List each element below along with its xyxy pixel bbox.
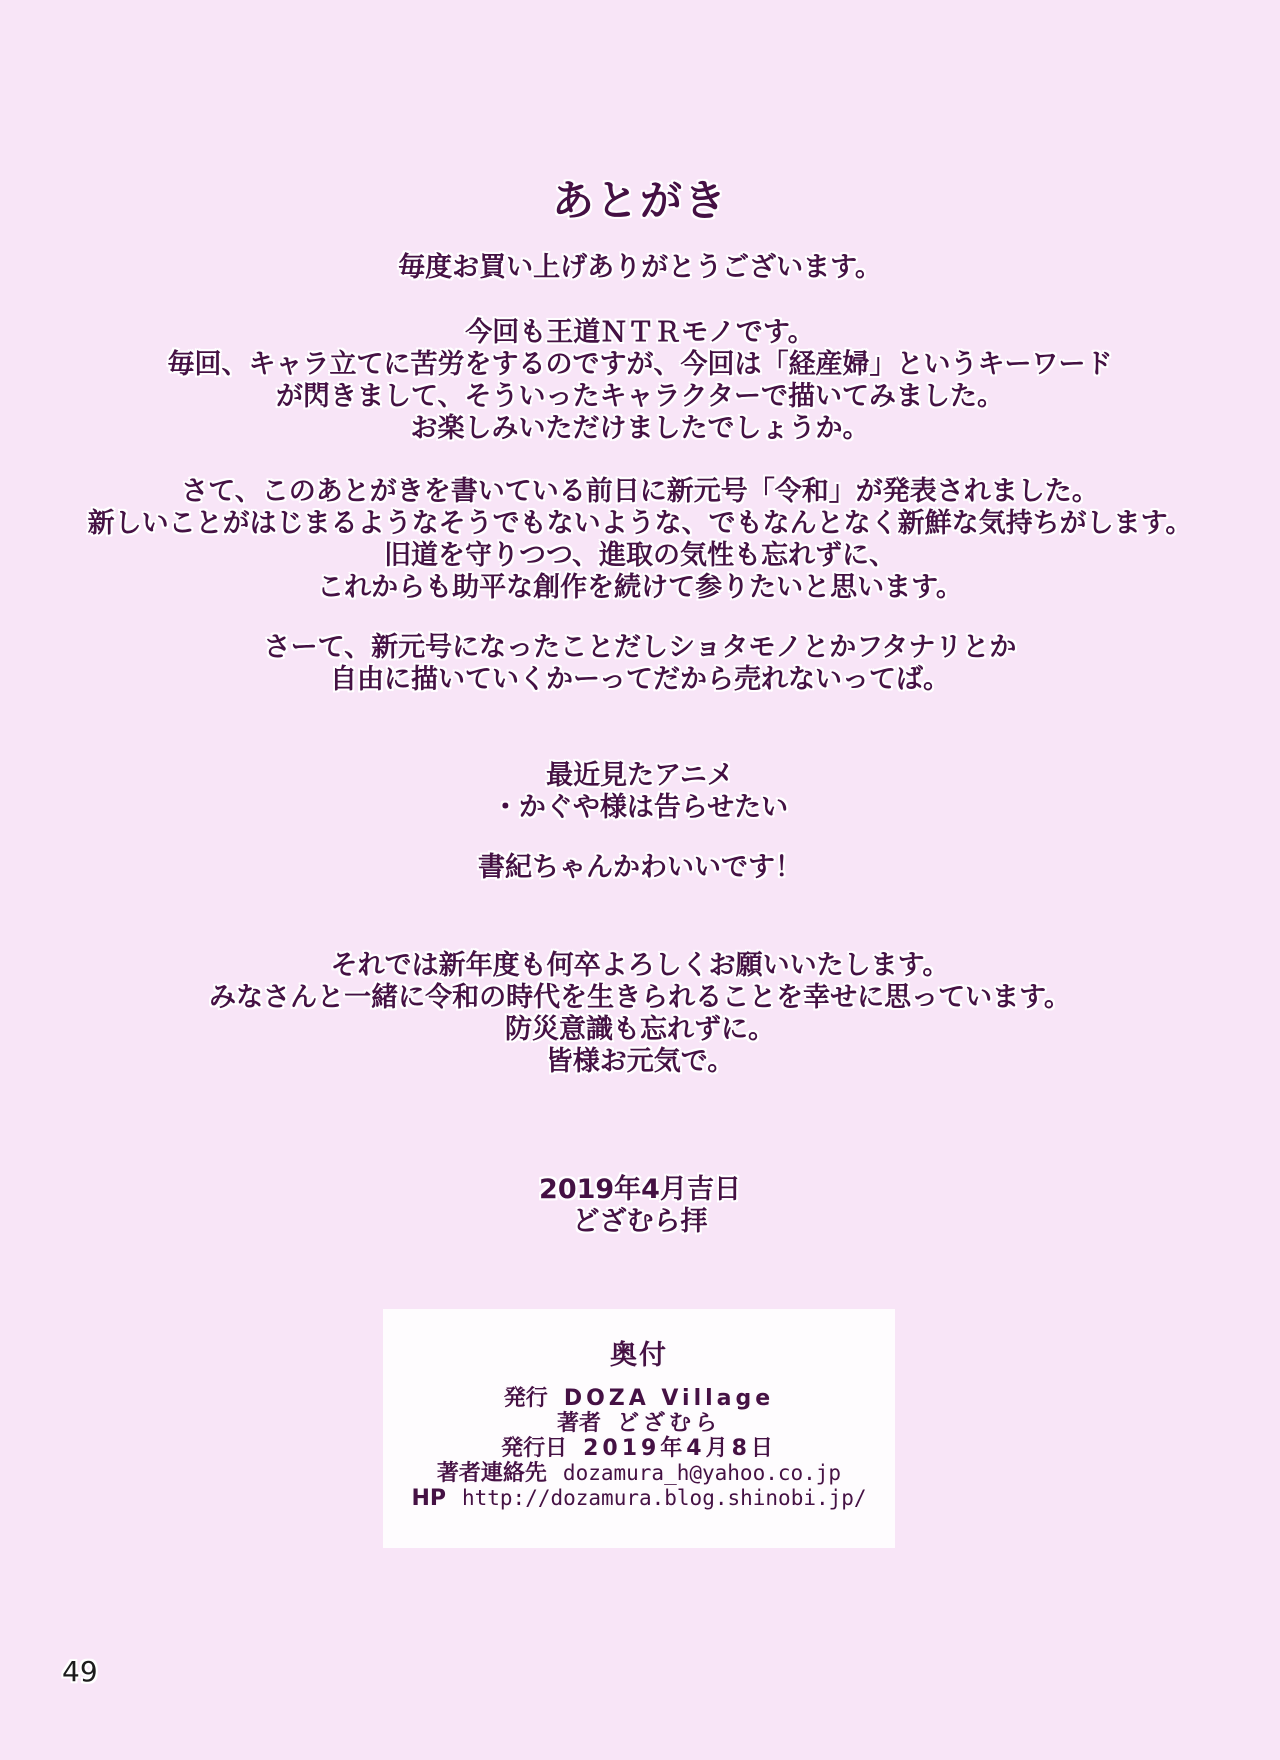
paragraph-line: ・かぐや様は告らせたい: [491, 792, 789, 823]
colophon-homepage-url: http://dozamura.blog.shinobi.jp/: [461, 1486, 867, 1510]
paragraph: [0, 252, 1280, 284]
paragraph-line: 今回も王道ＮＴＲモノです。: [465, 317, 815, 348]
paragraph-line: 新しいことがはじまるようなそうでもないような、でもなんとなく新鮮な気持ちがします。: [87, 508, 1193, 539]
colophon-label: HP: [411, 1486, 446, 1511]
colophon-row: [383, 1461, 895, 1486]
colophon-label: 著者: [556, 1411, 601, 1436]
colophon-title: 奥付: [610, 1340, 668, 1371]
paragraph: [0, 950, 1280, 1078]
paragraph-line: 旧道を守りつつ、進取の気性も忘れずに、: [384, 540, 896, 571]
paragraph: [0, 317, 1280, 445]
colophon-row: [383, 1486, 895, 1511]
colophon-publish-date: 2019年4月8日: [583, 1436, 777, 1461]
paragraph-line: 毎度お買い上げありがとうございます。: [398, 252, 882, 283]
paragraph: [0, 632, 1280, 696]
paragraph-line: 皆様お元気で。: [545, 1046, 735, 1077]
paragraph: [0, 760, 1280, 824]
paragraph-line: 防災意識も忘れずに。: [505, 1014, 775, 1045]
paragraph-line: 毎回、キャラ立てに苦労をするのですが、今回は「経産婦」というキーワード: [167, 349, 1113, 380]
colophon-publisher: DOZA Village: [563, 1386, 775, 1411]
colophon-box: [383, 1309, 895, 1548]
colophon-row: [383, 1411, 895, 1436]
colophon-email: dozamura_h@yahoo.co.jp: [562, 1461, 842, 1485]
colophon-author: どざむら: [617, 1411, 722, 1436]
colophon-label: 発行: [503, 1386, 548, 1411]
paragraph-line: 自由に描いていくかーってだから売れないってば。: [330, 664, 950, 695]
paragraph-line: さーて、新元号になったことだしショタモノとかフタナリとか: [263, 632, 1017, 663]
colophon-label: 著者連絡先: [436, 1461, 547, 1486]
page-title: あとがき: [551, 176, 728, 225]
paragraph-line: さて、このあとがきを書いている前日に新元号「令和」が発表されました。: [181, 476, 1099, 507]
paragraph-line: 書紀ちゃんかわいいです！: [478, 852, 802, 883]
signoff-date: 2019年4月吉日: [539, 1174, 741, 1205]
colophon-row: [383, 1436, 895, 1461]
colophon-row: [383, 1386, 895, 1411]
paragraph-line: が閃きまして、そういったキャラクターで描いてみました。: [276, 381, 1004, 412]
paragraph: [0, 476, 1280, 604]
signoff-name: どざむら拝: [572, 1206, 708, 1237]
page-number: 49: [62, 1655, 98, 1688]
paragraph-line: これからも助平な創作を続けて参りたいと思います。: [317, 572, 963, 603]
paragraph-line: みなさんと一緒に令和の時代を生きられることを幸せに思っています。: [209, 982, 1071, 1013]
paragraph-line: 最近見たアニメ: [546, 760, 734, 791]
colophon-label: 発行日: [501, 1436, 568, 1461]
signoff: [0, 1174, 1280, 1238]
colophon-rows: [383, 1386, 895, 1511]
paragraph-line: それでは新年度も何卒よろしくお願いいたします。: [330, 950, 950, 981]
paragraph-line: お楽しみいただけましたでしょうか。: [410, 413, 870, 444]
paragraph: [0, 852, 1280, 884]
